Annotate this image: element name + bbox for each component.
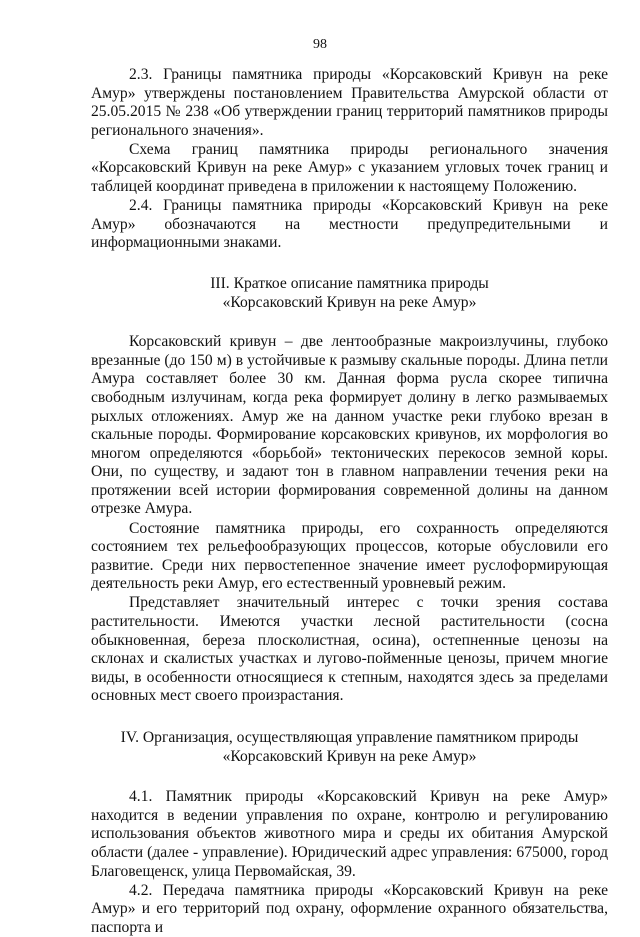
section-3-heading: [91, 275, 608, 312]
section-4-heading-line1: IV. Организация, осуществляющая управление памятником природы: [120, 729, 579, 746]
page-number: 98: [313, 37, 327, 52]
paragraph-vegetation: Представляет значительный интерес с точки зрения состава растительности. Имеются участки лесной растительности (сосна обыкновенная, береза плосколистная, осина), остепненные ценозы на склонах и скалистых участках и лугово-пойменные ценозы, причем многие виды, в особенности относящиеся к степным, находятся здесь за пределами основных мест своего произрастания.: [91, 594, 608, 705]
paragraph-2-3: 2.3. Границы памятника природы «Корсаковский Кривун на реке Амур» утверждены постановлением Правительства Амурской области от 25.05.2015 № 238 «Об утверждении границ территорий памятников природы регионального значения».: [91, 66, 608, 139]
paragraph-2-4: 2.4. Границы памятника природы «Корсаковский Кривун на реке Амур» обозначаются на местности предупредительными и информационными знаками.: [91, 197, 608, 252]
paragraph-scheme: Схема границ памятника природы регионального значения «Корсаковский Кривун на реке Амур» с указанием угловых точек границ и таблицей координат приведена в приложении к настоящему Положению.: [91, 140, 608, 196]
section-4-heading-line2: «Корсаковский Кривун на реке Амур»: [222, 747, 477, 765]
document-body: [91, 66, 608, 937]
paragraph-condition: Состояние памятника природы, его сохранность определяются состоянием тех рельефообразующих процессов, которые обусловили его развитие. Среди них первостепенное значение имеет руслоформирующая деятельность реки Амур, его естественный уровневый режим.: [91, 519, 608, 593]
paragraph-4-1: 4.1. Памятник природы «Корсаковский Кривун на реке Амур» находится в ведении управления по охране, контролю и регулированию использования объектов животного мира и среды их обитания Амурской области (далее - управление). Юридический адрес управления: 675000, город Благовещенск, улица Первомайская, 39.: [91, 788, 608, 880]
section-3-heading-line1: III. Краткое описание памятника природы: [210, 274, 489, 292]
paragraph-4-2: 4.2. Передача памятника природы «Корсаковский Кривун на реке Амур» и его территорий под охрану, оформление охранного обязательства, паспорта и: [91, 881, 608, 936]
section-4-heading: [91, 729, 608, 766]
paragraph-description: Корсаковский кривун – две лентообразные макроизлучины, глубоко врезанные (до 150 м) в устойчивые к размыву скальные породы. Длина петли Амура составляет более 30 км. Данная форма русла скорее типична свободным излучинам, когда река формирует долину в легко размываемых рыхлых отложениях. Амур же на данном участке реки глубоко врезан в скальные породы. Формирование корсаковских кривунов, их морфология во многом определяются «борьбой» тектонических перекосов земной коры. Они, по существу, и задают тон в главном направлении течения реки на протяжении всей истории формирования современной долины на данном отрезке Амура.: [91, 333, 608, 518]
section-3-heading-line2: «Корсаковский Кривун на реке Амур»: [222, 293, 477, 311]
